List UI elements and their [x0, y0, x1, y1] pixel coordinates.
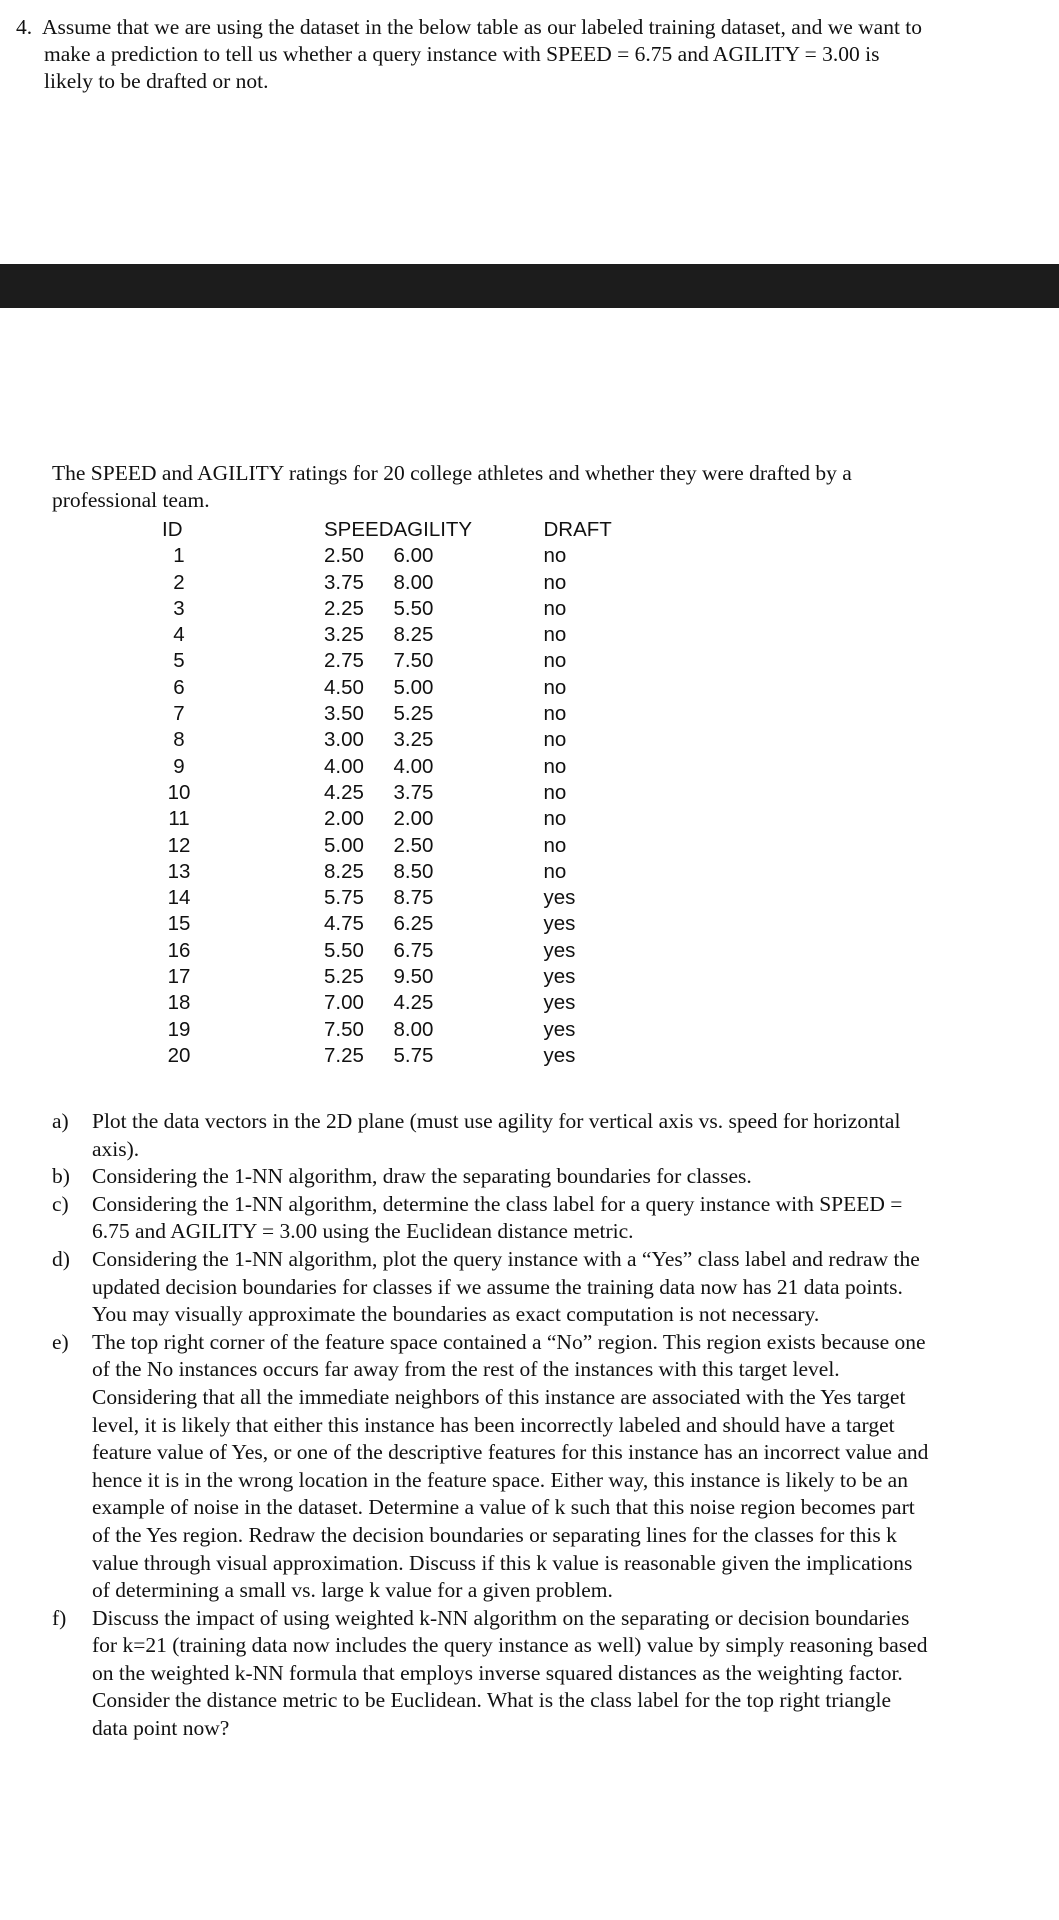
question-line: hence it is in the wrong location in the feature space. Either way, this instance is likely to be an [92, 1467, 908, 1492]
question-line: Considering the 1-NN algorithm, plot the query instance with a “Yes” class label and redraw the [92, 1246, 920, 1271]
cell-id: 3 [173, 596, 185, 620]
cell-agility: 8.75 [393, 886, 434, 910]
caption-line-2: professional team. [52, 488, 210, 512]
cell-speed: 5.75 [324, 886, 364, 910]
table-row [150, 570, 644, 596]
cell-draft: no [543, 623, 567, 647]
cell-speed: 3.00 [324, 728, 364, 752]
cell-speed: 5.50 [324, 938, 364, 962]
cell-agility: 5.25 [393, 702, 434, 726]
cell-agility: 8.00 [393, 570, 434, 594]
cell-agility: 5.00 [393, 675, 434, 699]
question-line: Discuss the impact of using weighted k-NN algorithm on the separating or decision boundaries [92, 1605, 910, 1630]
header-speed: SPEED [324, 518, 394, 541]
question-item [52, 1191, 1052, 1246]
question-item [52, 1108, 1052, 1163]
header-draft: DRAFT [543, 518, 612, 541]
cell-id: 15 [167, 912, 191, 936]
athlete-data-table [150, 517, 644, 1069]
cell-speed: 8.25 [324, 859, 364, 883]
cell-draft: no [543, 649, 567, 673]
table-row [150, 833, 644, 859]
question-line: Considering that all the immediate neighbors of this instance are associated with the Yes target [92, 1384, 906, 1409]
question-item [52, 1605, 1052, 1743]
question-line: value through visual approximation. Discuss if this k value is reasonable given the implications [92, 1550, 913, 1575]
question-line: Considering the 1-NN algorithm, draw the separating boundaries for classes. [92, 1164, 752, 1189]
cell-agility: 2.00 [393, 807, 434, 831]
cell-agility: 5.50 [393, 596, 434, 620]
cell-speed: 2.25 [324, 596, 364, 620]
cell-id: 7 [173, 702, 185, 726]
cell-draft: yes [543, 912, 576, 936]
question-item [52, 1163, 1052, 1191]
cell-agility: 2.50 [393, 833, 434, 857]
cell-agility: 7.50 [393, 649, 434, 673]
cell-id: 13 [167, 859, 191, 883]
question-line: example of noise in the dataset. Determine a value of k such that this noise region becomes part [92, 1495, 915, 1520]
cell-speed: 4.75 [324, 912, 364, 936]
question-label: a) [52, 1109, 69, 1133]
table-row [150, 1043, 644, 1069]
question-label: b) [52, 1164, 70, 1189]
cell-speed: 7.25 [324, 1043, 364, 1067]
question-intro [16, 14, 1046, 95]
table-row [150, 859, 644, 885]
cell-id: 8 [173, 728, 185, 752]
cell-draft: no [543, 780, 567, 804]
question-line: of the No instances occurs far away from the rest of the instances with this target level. [92, 1357, 840, 1382]
question-item [52, 1329, 1052, 1605]
cell-speed: 2.75 [324, 649, 364, 673]
cell-agility: 4.00 [393, 754, 434, 778]
intro-line-1: 4. Assume that we are using the dataset in the below table as our labeled training dataset, and we want to [16, 15, 923, 39]
table-row [150, 806, 644, 832]
header-agility: AGILITY [393, 518, 473, 541]
cell-agility: 3.25 [393, 728, 434, 752]
question-line: of the Yes region. Redraw the decision boundaries or separating lines for the classes for this k [92, 1522, 897, 1547]
cell-speed: 2.00 [324, 807, 364, 831]
cell-id: 20 [167, 1043, 191, 1067]
cell-draft: yes [543, 886, 576, 910]
table-row [150, 964, 644, 990]
cell-id: 1 [173, 544, 185, 568]
cell-draft: no [543, 833, 567, 857]
table-body [150, 543, 644, 1069]
cell-speed: 7.00 [324, 991, 364, 1015]
cell-speed: 5.00 [324, 833, 364, 857]
cell-agility: 8.00 [393, 1017, 434, 1041]
question-line: You may visually approximate the boundaries as exact computation is not necessary. [92, 1302, 820, 1327]
cell-agility: 6.25 [393, 912, 434, 936]
caption-line-1: The SPEED and AGILITY ratings for 20 college athletes and whether they were drafted by a [52, 461, 852, 485]
cell-speed: 3.25 [324, 623, 364, 647]
cell-id: 19 [167, 1017, 191, 1041]
cell-draft: yes [543, 1017, 576, 1041]
cell-id: 12 [167, 833, 191, 857]
cell-speed: 4.25 [324, 780, 364, 804]
question-line: Considering the 1-NN algorithm, determine the class label for a query instance with SPEED = [92, 1191, 903, 1216]
cell-draft: no [543, 544, 567, 568]
cell-draft: no [543, 807, 567, 831]
table-row [150, 675, 644, 701]
cell-draft: yes [543, 991, 576, 1015]
table-row [150, 648, 644, 674]
table-row [150, 990, 644, 1016]
table-row [150, 911, 644, 937]
question-label: d) [52, 1246, 70, 1271]
question-line: data point now? [92, 1716, 230, 1741]
question-line: for k=21 (training data now includes the query instance as well) value by simply reasoning based [92, 1633, 928, 1658]
question-item [52, 1246, 1052, 1329]
cell-draft: no [543, 596, 567, 620]
question-label: c) [52, 1191, 69, 1216]
table-row [150, 622, 644, 648]
cell-agility: 6.00 [393, 544, 434, 568]
cell-draft: no [543, 754, 567, 778]
cell-agility: 8.50 [393, 859, 434, 883]
cell-draft: yes [543, 938, 576, 962]
cell-id: 5 [173, 649, 185, 673]
question-line: on the weighted k-NN formula that employs inverse squared distances as the weighting factor. [92, 1660, 903, 1685]
question-line: The top right corner of the feature space contained a “No” region. This region exists because one [92, 1329, 926, 1354]
question-line: level, it is likely that either this instance has been incorrectly labeled and should have a target [92, 1412, 895, 1437]
table-caption [52, 460, 1032, 514]
cell-speed: 5.25 [324, 965, 364, 989]
cell-id: 17 [167, 965, 191, 989]
cell-agility: 9.50 [393, 965, 434, 989]
intro-line-2: make a prediction to tell us whether a query instance with SPEED = 6.75 and AGILITY = 3.00 is [44, 42, 880, 66]
question-list [52, 1108, 1052, 1743]
cell-speed: 3.50 [324, 702, 364, 726]
table-row [150, 938, 644, 964]
cell-draft: no [543, 728, 567, 752]
cell-id: 2 [173, 570, 185, 594]
cell-draft: yes [543, 1043, 576, 1067]
cell-agility: 3.75 [393, 780, 434, 804]
table-row [150, 885, 644, 911]
table-row [150, 596, 644, 622]
cell-id: 6 [173, 675, 185, 699]
cell-id: 10 [167, 780, 191, 804]
question-label: f) [52, 1605, 67, 1630]
cell-agility: 4.25 [393, 991, 434, 1015]
header-id: ID [162, 518, 183, 541]
table-row [150, 1017, 644, 1043]
cell-speed: 4.00 [324, 754, 364, 778]
intro-line-3: likely to be drafted or not. [44, 69, 269, 93]
question-line: updated decision boundaries for classes if we assume the training data now has 21 data points. [92, 1274, 903, 1299]
question-line: 6.75 and AGILITY = 3.00 using the Euclidean distance metric. [92, 1219, 634, 1244]
question-line: Consider the distance metric to be Euclidean. What is the class label for the top right triangle [92, 1688, 892, 1713]
question-label: e) [52, 1329, 69, 1354]
cell-id: 16 [167, 938, 191, 962]
cell-speed: 4.50 [324, 675, 364, 699]
table-row [150, 727, 644, 753]
cell-id: 4 [173, 623, 185, 647]
question-line: feature value of Yes, or one of the descriptive features for this instance has an incorrect value and [92, 1440, 929, 1465]
question-line: Plot the data vectors in the 2D plane (must use agility for vertical axis vs. speed for horizontal [92, 1109, 901, 1133]
table-row [150, 701, 644, 727]
cell-speed: 7.50 [324, 1017, 364, 1041]
cell-draft: yes [543, 965, 576, 989]
question-line: of determining a small vs. large k value for a given problem. [92, 1578, 613, 1603]
cell-speed: 2.50 [324, 544, 364, 568]
table-row [150, 754, 644, 780]
table-header-row [150, 517, 644, 543]
table-row [150, 780, 644, 806]
cell-id: 11 [168, 807, 190, 831]
cell-id: 18 [167, 991, 191, 1015]
cell-agility: 8.25 [393, 623, 434, 647]
redaction-band [0, 264, 1059, 308]
cell-agility: 5.75 [393, 1043, 434, 1067]
cell-draft: no [543, 570, 567, 594]
question-number: 4. [16, 15, 33, 39]
cell-speed: 3.75 [324, 570, 364, 594]
table-row [150, 543, 644, 569]
question-line: axis). [92, 1136, 140, 1161]
cell-id: 14 [167, 886, 191, 910]
cell-draft: no [543, 702, 567, 726]
cell-id: 9 [173, 754, 185, 778]
cell-agility: 6.75 [393, 938, 434, 962]
cell-draft: no [543, 675, 567, 699]
cell-draft: no [543, 859, 567, 883]
